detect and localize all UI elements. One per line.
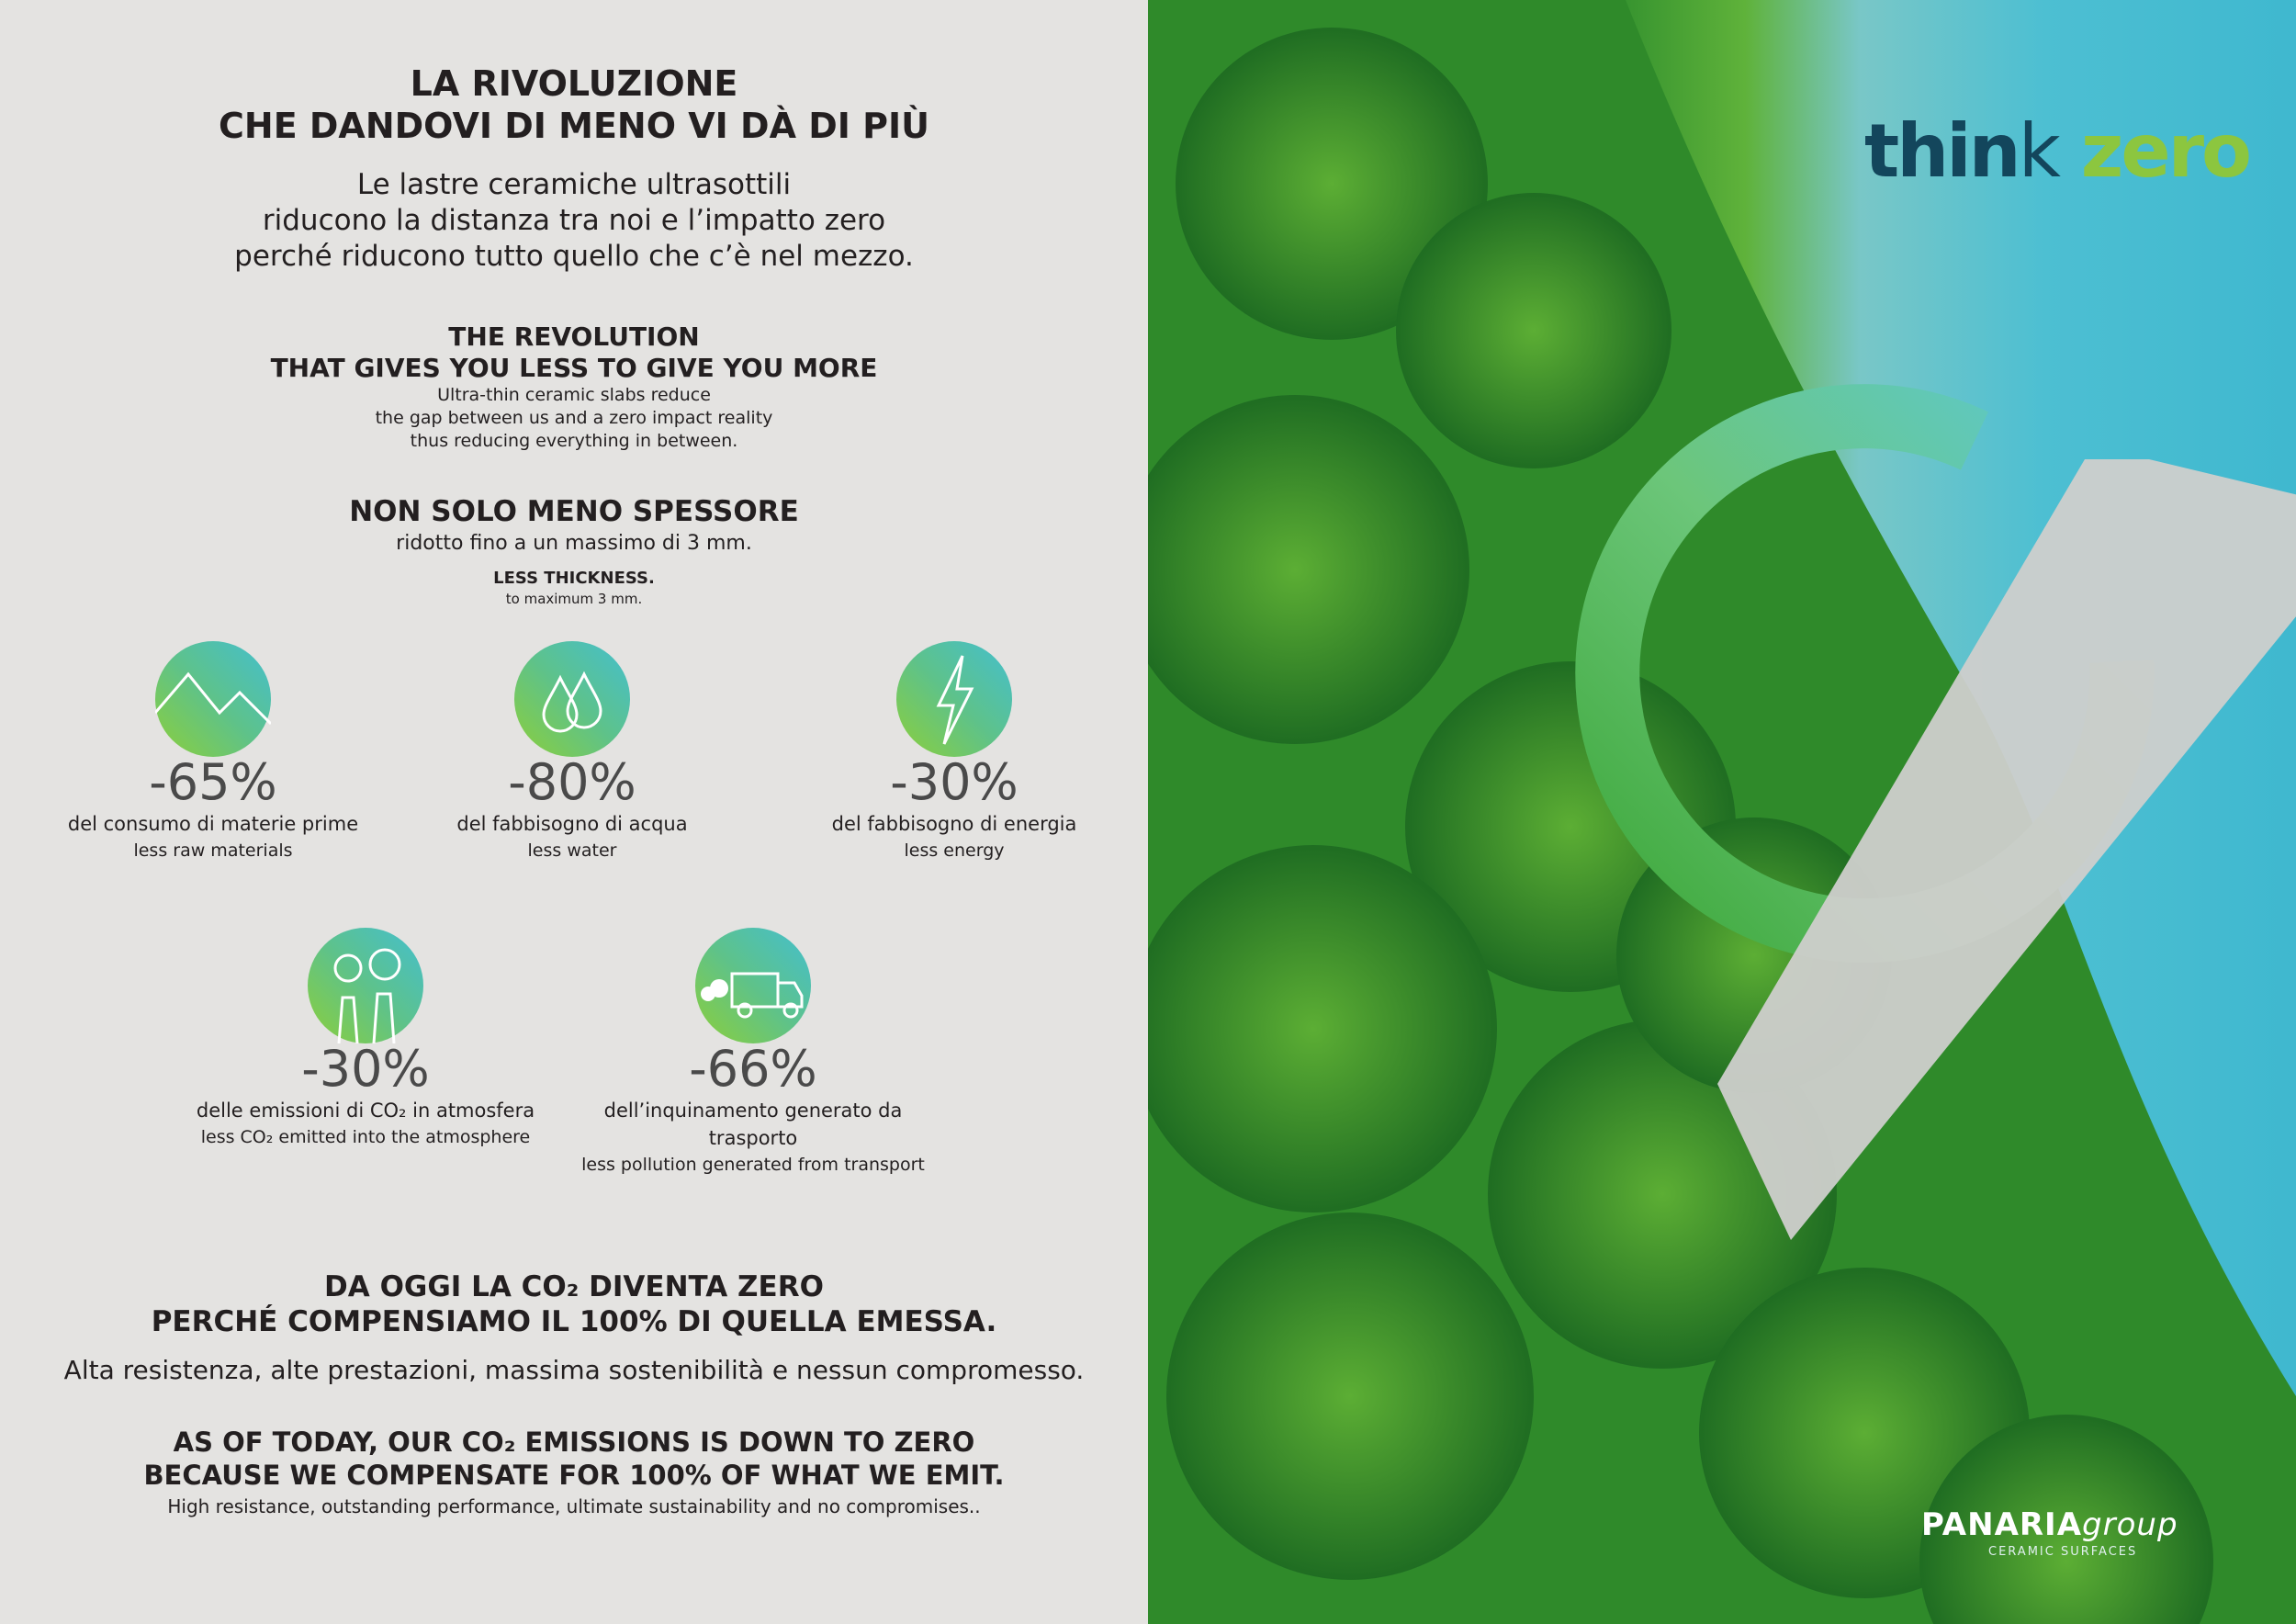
lightning-icon	[896, 641, 1012, 757]
english-intro-line2: the gap between us and a zero impact reality	[375, 408, 773, 428]
co2-italian-heading	[0, 1269, 1148, 1339]
english-heading-line2: THAT GIVES YOU LESS TO GIVE YOU MORE	[270, 353, 878, 383]
logo-think-part2: k	[2018, 108, 2058, 194]
logo-zero: zero	[2057, 108, 2249, 194]
stat-value: -66%	[689, 1040, 817, 1098]
logo-think-part1: thin	[1864, 108, 2019, 194]
stat-label: del fabbisogno di acqua	[456, 813, 688, 835]
stat-water	[398, 641, 747, 863]
thickness-en-title: LESS THICKNESS.	[493, 569, 655, 588]
stat-english: less pollution generated from transport	[581, 1155, 925, 1175]
italian-intro-line2: riducono la distanza tra noi e l’impatto zero	[262, 204, 886, 237]
co2-italian-line1: DA OGGI LA CO₂ DIVENTA ZERO	[324, 1270, 824, 1303]
stat-english: less raw materials	[133, 840, 293, 861]
english-heading-line1: THE REVOLUTION	[448, 321, 700, 352]
co2-english-line1: AS OF TODAY, OUR CO₂ EMISSIONS IS DOWN TO ZERO	[173, 1427, 975, 1458]
think-zero-logo	[1864, 108, 2249, 194]
stat-value: -65%	[149, 753, 277, 811]
italian-heading-line2: CHE DANDOVI DI MENO VI DÀ DI PIÙ	[219, 106, 929, 146]
brand-tagline: CERAMIC SURFACES	[1988, 1545, 2138, 1559]
thickness-en-subtitle: to maximum 3 mm.	[505, 591, 643, 607]
co2-english-body: High resistance, outstanding performance, ultimate sustainability and no compromises..	[167, 1495, 981, 1517]
thickness-title: NON SOLO MENO SPESSORE	[349, 495, 799, 528]
co2-italian-body: Alta resistenza, alte prestazioni, massima sostenibilità e nessun compromesso.	[63, 1355, 1085, 1385]
stat-transport	[579, 928, 928, 1178]
thickness-subtitle: ridotto fino a un massimo di 3 mm.	[396, 532, 752, 555]
panaria-logo	[1921, 1506, 2178, 1543]
english-heading	[0, 321, 1148, 384]
co2-english-line2: BECAUSE WE COMPENSATE FOR 100% OF WHAT WE EMIT.	[143, 1460, 1005, 1491]
english-intro-line1: Ultra-thin ceramic slabs reduce	[437, 385, 711, 405]
stat-co2-emissions	[191, 928, 540, 1150]
factory-emissions-icon	[308, 928, 423, 1043]
stat-english: less energy	[904, 840, 1005, 861]
stat-label: del fabbisogno di energia	[831, 813, 1077, 835]
stat-raw-materials	[39, 641, 388, 863]
stat-english: less water	[527, 840, 617, 861]
stat-value: -30%	[301, 1040, 430, 1098]
stat-label: delle emissioni di CO₂ in atmosfera	[196, 1100, 535, 1122]
stat-label: dell’inquinamento generato da trasporto	[603, 1100, 903, 1149]
co2-italian-line2: PERCHÉ COMPENSIAMO IL 100% DI QUELLA EMESSA.	[151, 1305, 997, 1338]
stat-english: less CO₂ emitted into the atmosphere	[200, 1127, 531, 1147]
italian-heading-line1: LA RIVOLUZIONE	[410, 63, 738, 104]
stat-value: -80%	[508, 753, 636, 811]
water-drops-icon	[514, 641, 630, 757]
co2-english-heading	[0, 1426, 1148, 1492]
italian-intro-line1: Le lastre ceramiche ultrasottili	[356, 168, 792, 201]
forest-illustration	[1148, 0, 2296, 1624]
english-intro	[0, 384, 1148, 453]
mountains-icon	[155, 641, 271, 757]
stat-energy	[780, 641, 1129, 863]
brand-name: PANARIA	[1921, 1506, 2083, 1543]
italian-intro	[0, 167, 1148, 275]
truck-icon	[695, 928, 811, 1043]
stat-value: -30%	[890, 753, 1019, 811]
brand-suffix: group	[2082, 1506, 2178, 1543]
italian-intro-line3: perché riducono tutto quello che c’è nel mezzo.	[234, 240, 914, 273]
forest-image	[1148, 0, 2296, 1624]
english-intro-line3: thus reducing everything in between.	[410, 431, 738, 451]
italian-heading	[0, 62, 1148, 147]
stat-label: del consumo di materie prime	[67, 813, 359, 835]
